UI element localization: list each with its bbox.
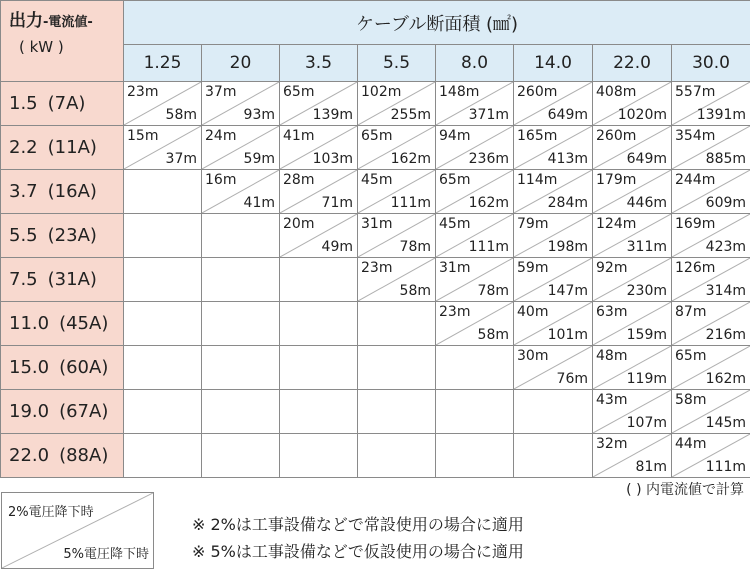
table-row [1, 126, 750, 170]
length-5pct: 93m [243, 107, 275, 123]
length-2pct: 63m [596, 304, 628, 320]
length-2pct: 30m [517, 348, 549, 364]
length-5pct: 1020m [617, 107, 667, 123]
note-2pct: ※ 2%は工事設備などで常設使用の場合に適用 [192, 515, 524, 534]
length-2pct: 24m [205, 128, 237, 144]
cable-size-header: 5.5 [358, 45, 436, 82]
length-cell [202, 126, 280, 170]
current-calc-note: ( ) 内電流値で計算 [626, 482, 744, 498]
length-cell [514, 258, 593, 302]
length-2pct: 94m [439, 128, 471, 144]
table-row [1, 82, 750, 126]
table-row [1, 434, 750, 478]
length-5pct: 111m [705, 459, 747, 475]
unit-label: ( kW ) [19, 38, 64, 56]
length-cell [514, 214, 593, 258]
cable-size-header: 8.0 [436, 45, 514, 82]
length-2pct: 65m [361, 128, 393, 144]
corner-header [1, 1, 124, 82]
table-row [1, 346, 750, 390]
length-2pct: 16m [205, 172, 237, 188]
length-cell [672, 126, 750, 170]
length-5pct: 59m [243, 151, 275, 167]
legend-box [1, 492, 154, 569]
length-cell [436, 302, 514, 346]
empty-cell [436, 390, 514, 434]
empty-cell [202, 214, 280, 258]
empty-cell [280, 258, 358, 302]
length-cell [358, 126, 436, 170]
row-header [1, 170, 124, 214]
current-label: -電流値- [43, 15, 93, 30]
length-cell [514, 82, 593, 126]
length-5pct: 103m [312, 151, 353, 167]
row-current: (88A) [59, 445, 109, 466]
length-cell [124, 82, 202, 126]
length-2pct: 31m [361, 216, 393, 232]
row-current: (23A) [47, 225, 97, 246]
length-cell [593, 390, 672, 434]
row-header [1, 214, 124, 258]
empty-cell [124, 346, 202, 390]
length-2pct: 23m [439, 304, 471, 320]
length-cell [358, 214, 436, 258]
length-5pct: 885m [705, 151, 747, 167]
length-cell [358, 170, 436, 214]
row-header [1, 126, 124, 170]
length-2pct: 58m [675, 392, 707, 408]
length-2pct: 23m [127, 84, 159, 100]
length-5pct: 311m [626, 239, 667, 255]
length-2pct: 59m [517, 260, 549, 276]
cable-size-header: 14.0 [514, 45, 593, 82]
length-5pct: 107m [626, 415, 667, 431]
length-cell [672, 346, 750, 390]
length-cell [280, 82, 358, 126]
length-cell [593, 302, 672, 346]
empty-cell [202, 390, 280, 434]
length-cell [672, 390, 750, 434]
empty-cell [124, 434, 202, 478]
length-5pct: 284m [547, 195, 588, 211]
length-5pct: 159m [626, 327, 667, 343]
length-2pct: 20m [283, 216, 315, 232]
length-5pct: 58m [165, 107, 197, 123]
length-5pct: 1391m [696, 107, 747, 123]
empty-cell [202, 258, 280, 302]
length-2pct: 65m [675, 348, 707, 364]
length-cell [593, 126, 672, 170]
length-5pct: 162m [390, 151, 431, 167]
length-5pct: 37m [165, 151, 197, 167]
length-cell [436, 82, 514, 126]
empty-cell [280, 302, 358, 346]
length-2pct: 32m [596, 436, 628, 452]
legend-2pct-label: 2%電圧降下時 [8, 505, 94, 520]
cable-section-title: ケーブル断面積 (㎟) [124, 1, 750, 45]
row-current: (31A) [47, 269, 97, 290]
empty-cell [358, 434, 436, 478]
length-cell [358, 82, 436, 126]
length-5pct: 78m [477, 283, 509, 299]
length-5pct: 139m [312, 107, 353, 123]
row-current: (11A) [47, 137, 97, 158]
row-current: (45A) [59, 313, 109, 334]
length-cell [672, 302, 750, 346]
length-cell [280, 126, 358, 170]
empty-cell [202, 346, 280, 390]
length-cell [436, 214, 514, 258]
length-2pct: 87m [675, 304, 707, 320]
length-5pct: 198m [547, 239, 588, 255]
row-header [1, 390, 124, 434]
length-5pct: 236m [468, 151, 509, 167]
length-2pct: 48m [596, 348, 628, 364]
empty-cell [280, 346, 358, 390]
length-cell [672, 258, 750, 302]
length-5pct: 58m [399, 283, 431, 299]
empty-cell [280, 390, 358, 434]
length-cell [593, 82, 672, 126]
length-2pct: 102m [361, 84, 402, 100]
length-cell [514, 302, 593, 346]
length-2pct: 45m [361, 172, 393, 188]
length-2pct: 65m [439, 172, 471, 188]
length-5pct: 71m [321, 195, 353, 211]
length-cell [593, 346, 672, 390]
length-5pct: 78m [399, 239, 431, 255]
length-5pct: 111m [390, 195, 431, 211]
length-cell [593, 170, 672, 214]
row-output-kw: 2.2 [9, 137, 38, 158]
row-header [1, 302, 124, 346]
length-cell [672, 214, 750, 258]
table-row [1, 170, 750, 214]
length-2pct: 260m [596, 128, 637, 144]
length-cell [436, 170, 514, 214]
length-5pct: 49m [321, 239, 353, 255]
length-5pct: 145m [705, 415, 747, 431]
length-5pct: 76m [556, 371, 588, 387]
row-current: (7A) [47, 93, 86, 114]
length-cell [358, 258, 436, 302]
length-2pct: 37m [205, 84, 237, 100]
table-row [1, 390, 750, 434]
length-2pct: 148m [439, 84, 480, 100]
cable-size-header: 20 [202, 45, 280, 82]
length-cell [436, 126, 514, 170]
length-2pct: 408m [596, 84, 637, 100]
length-2pct: 65m [283, 84, 315, 100]
empty-cell [436, 434, 514, 478]
cable-size-header: 3.5 [280, 45, 358, 82]
length-5pct: 314m [705, 283, 747, 299]
empty-cell [280, 434, 358, 478]
length-2pct: 260m [517, 84, 558, 100]
note-5pct: ※ 5%は工事設備などで仮設使用の場合に適用 [192, 542, 524, 561]
length-5pct: 446m [626, 195, 667, 211]
length-2pct: 114m [517, 172, 558, 188]
length-cell [436, 258, 514, 302]
empty-cell [124, 390, 202, 434]
length-5pct: 41m [243, 195, 275, 211]
length-cell [202, 170, 280, 214]
length-2pct: 43m [596, 392, 628, 408]
length-cell [514, 170, 593, 214]
empty-cell [124, 170, 202, 214]
length-5pct: 81m [635, 459, 667, 475]
length-5pct: 216m [705, 327, 747, 343]
cable-size-header: 30.0 [672, 45, 750, 82]
row-output-kw: 1.5 [9, 93, 38, 114]
table-row [1, 258, 750, 302]
row-header [1, 346, 124, 390]
row-header [1, 258, 124, 302]
length-5pct: 58m [477, 327, 509, 343]
row-output-kw: 22.0 [9, 445, 50, 466]
length-cell [593, 214, 672, 258]
empty-cell [202, 302, 280, 346]
length-5pct: 255m [390, 107, 431, 123]
empty-cell [124, 214, 202, 258]
length-2pct: 44m [675, 436, 707, 452]
row-current: (60A) [59, 357, 109, 378]
length-2pct: 557m [675, 84, 716, 100]
length-2pct: 126m [675, 260, 716, 276]
length-cell [672, 170, 750, 214]
length-cell [514, 126, 593, 170]
length-2pct: 169m [675, 216, 716, 232]
length-5pct: 162m [705, 371, 747, 387]
table-row [1, 302, 750, 346]
table-body [1, 82, 750, 478]
length-cell [124, 126, 202, 170]
row-current: (67A) [59, 401, 109, 422]
length-5pct: 649m [547, 107, 588, 123]
empty-cell [358, 346, 436, 390]
length-2pct: 244m [675, 172, 716, 188]
empty-cell [514, 434, 593, 478]
length-cell [280, 214, 358, 258]
empty-cell [358, 302, 436, 346]
length-2pct: 79m [517, 216, 549, 232]
empty-cell [202, 434, 280, 478]
length-5pct: 147m [547, 283, 588, 299]
length-5pct: 609m [705, 195, 747, 211]
row-output-kw: 5.5 [9, 225, 38, 246]
length-5pct: 230m [626, 283, 667, 299]
length-2pct: 165m [517, 128, 558, 144]
empty-cell [514, 390, 593, 434]
length-5pct: 111m [468, 239, 509, 255]
length-cell [280, 170, 358, 214]
length-2pct: 45m [439, 216, 471, 232]
length-2pct: 23m [361, 260, 393, 276]
cable-size-header: 22.0 [593, 45, 672, 82]
length-cell [593, 258, 672, 302]
length-5pct: 119m [626, 371, 667, 387]
cable-size-header: 1.25 [124, 45, 202, 82]
row-output-kw: 19.0 [9, 401, 50, 422]
length-5pct: 371m [468, 107, 509, 123]
length-cell [672, 434, 750, 478]
empty-cell [124, 302, 202, 346]
length-cell [202, 82, 280, 126]
table-row [1, 214, 750, 258]
length-5pct: 423m [705, 239, 747, 255]
length-2pct: 41m [283, 128, 315, 144]
length-5pct: 413m [547, 151, 588, 167]
row-output-kw: 7.5 [9, 269, 38, 290]
length-5pct: 101m [547, 327, 588, 343]
length-cell [672, 82, 750, 126]
row-output-kw: 11.0 [9, 313, 50, 334]
empty-cell [436, 346, 514, 390]
length-cell [514, 346, 593, 390]
row-output-kw: 15.0 [9, 357, 50, 378]
length-5pct: 649m [626, 151, 667, 167]
output-label: 出力 [9, 11, 43, 31]
length-2pct: 92m [596, 260, 628, 276]
length-2pct: 28m [283, 172, 315, 188]
length-2pct: 40m [517, 304, 549, 320]
length-cell [593, 434, 672, 478]
row-output-kw: 3.7 [9, 181, 38, 202]
row-current: (16A) [47, 181, 97, 202]
row-header [1, 82, 124, 126]
legend-5pct-label: 5%電圧降下時 [63, 547, 149, 562]
row-header [1, 434, 124, 478]
empty-cell [124, 258, 202, 302]
empty-cell [358, 390, 436, 434]
length-5pct: 162m [468, 195, 509, 211]
length-2pct: 354m [675, 128, 716, 144]
length-2pct: 15m [127, 128, 159, 144]
length-2pct: 179m [596, 172, 637, 188]
length-2pct: 31m [439, 260, 471, 276]
length-2pct: 124m [596, 216, 637, 232]
